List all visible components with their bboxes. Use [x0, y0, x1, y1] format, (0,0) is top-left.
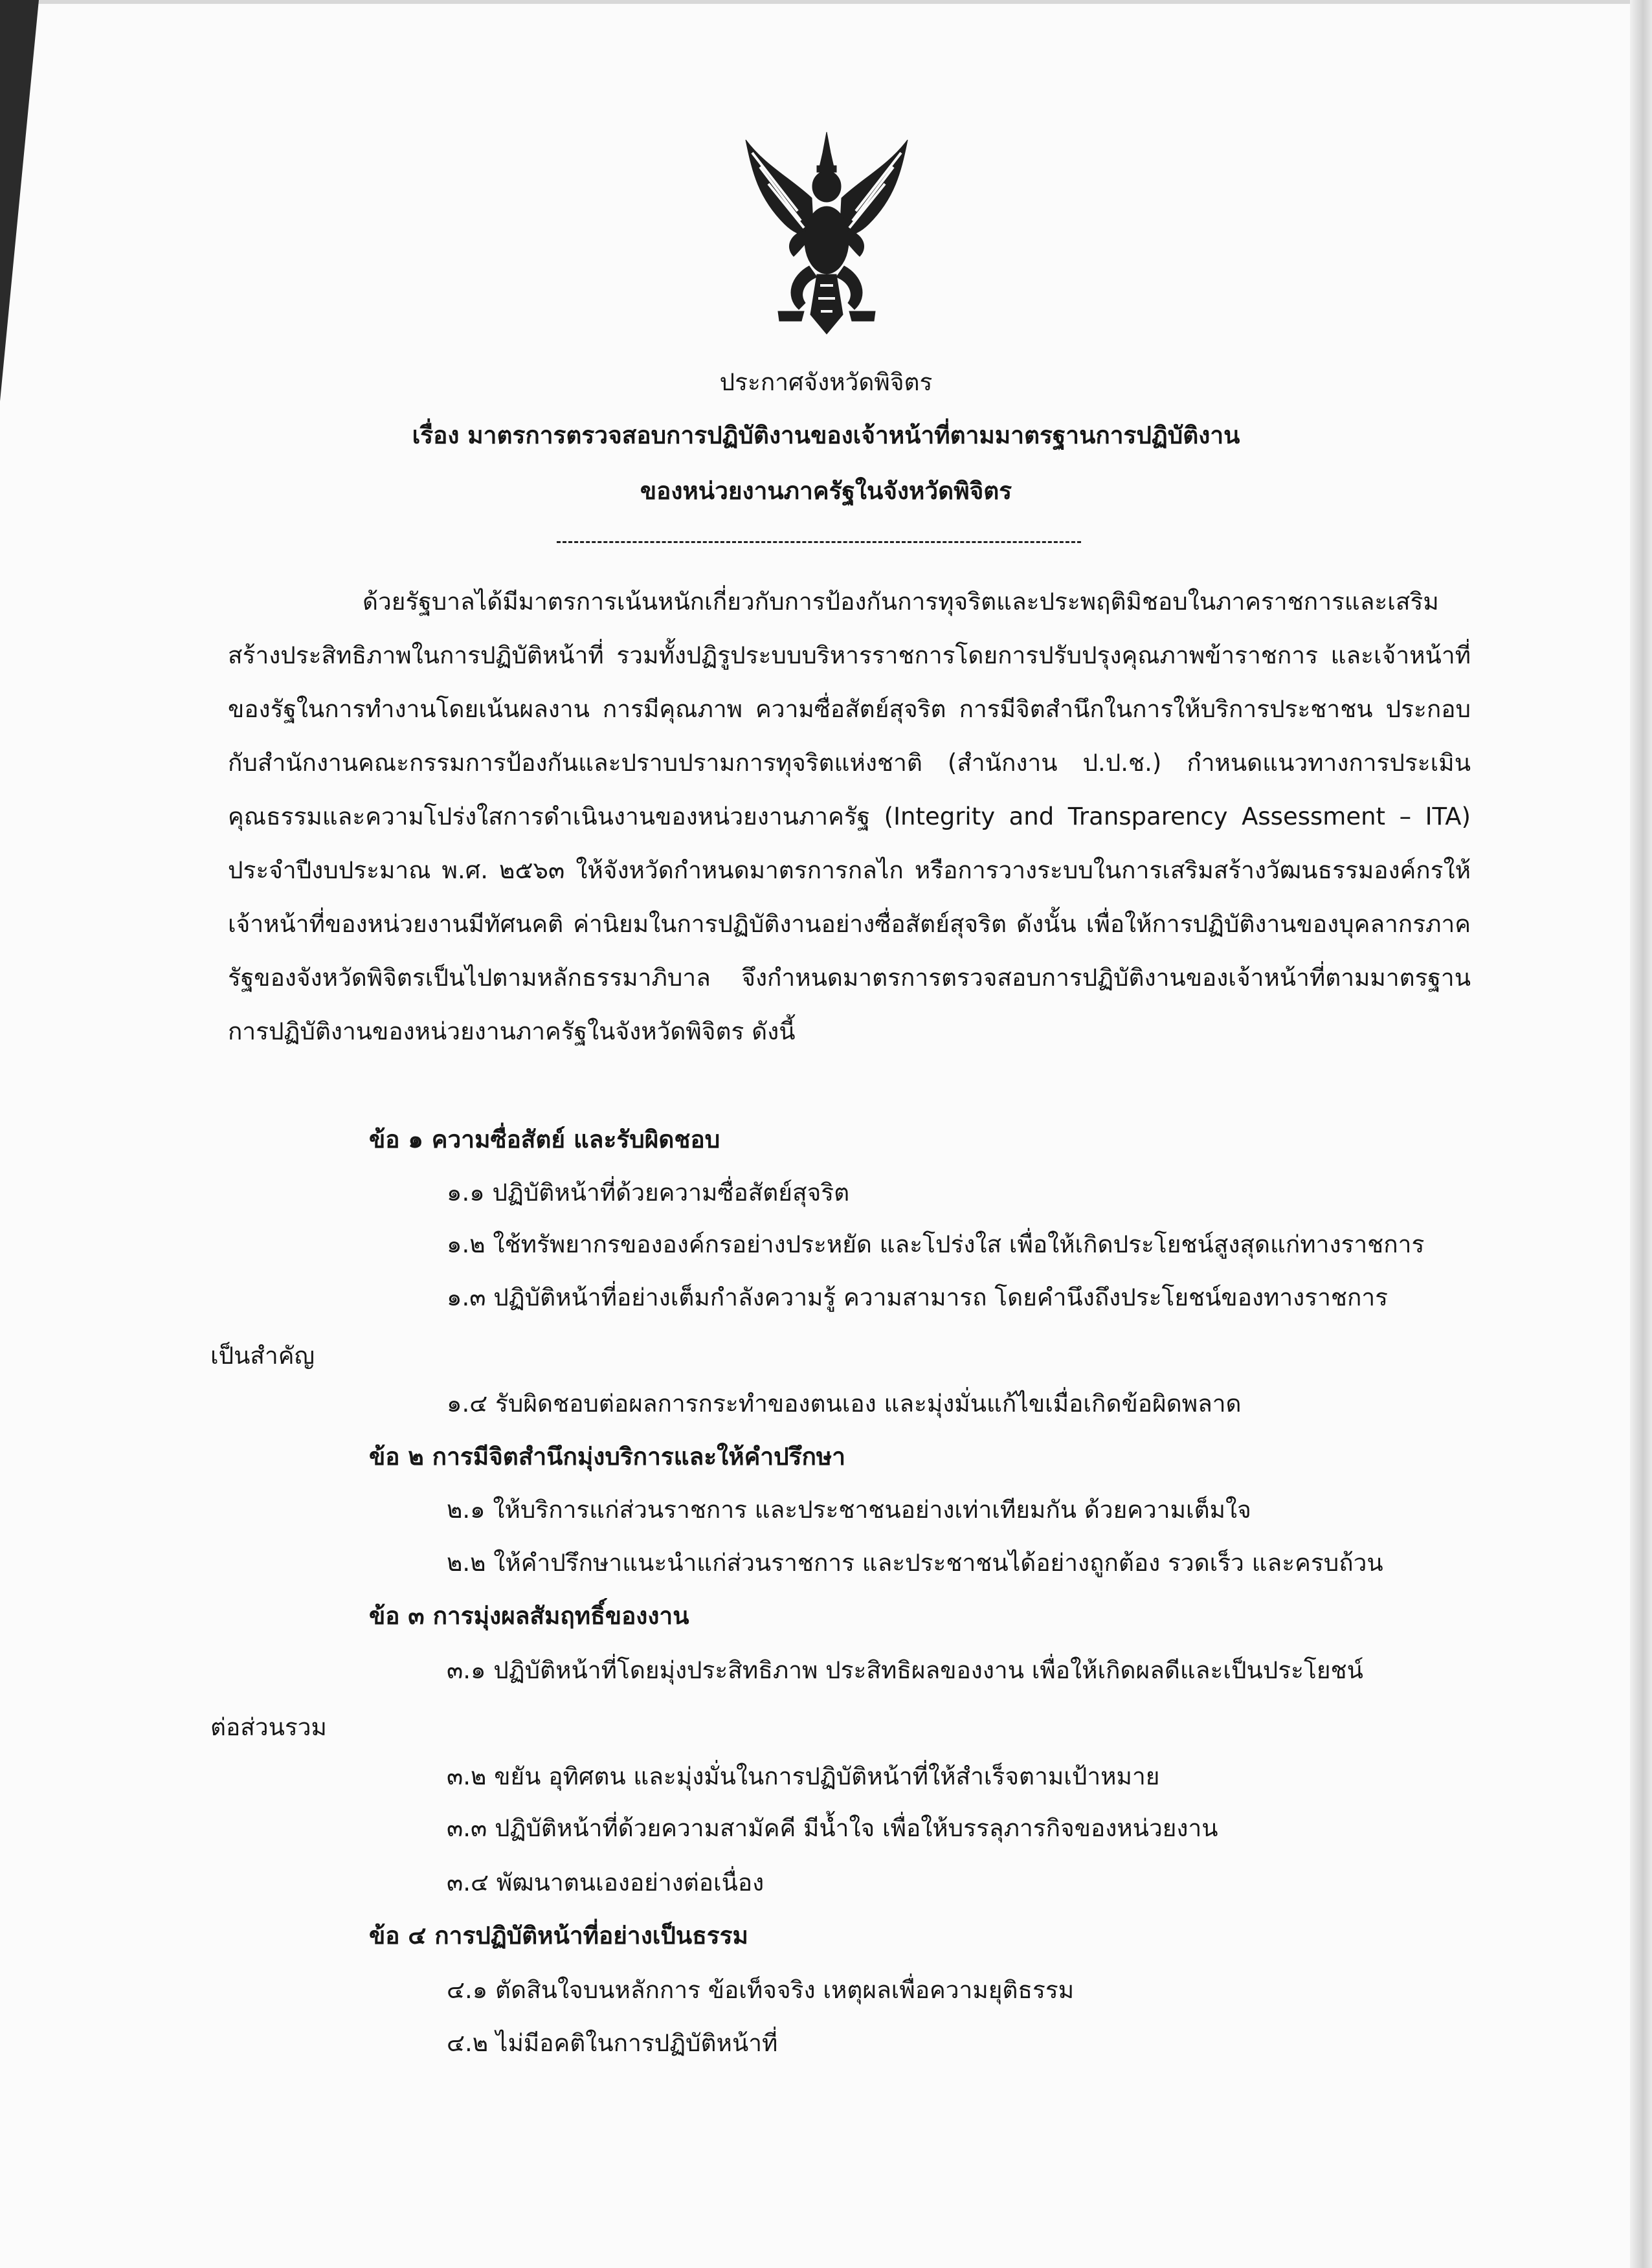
separator-line [557, 541, 1081, 543]
section-4-item-1: ๔.๑ ตัดสินใจบนหลักการ ข้อเท็จจริง เหตุผลเพื่อความยุติธรรม [447, 1976, 1075, 2004]
intro-paragraph: ด้วยรัฐบาลได้มีมาตรการเน้นหนักเกี่ยวกับการป้องกันการทุจริตและประพฤติมิชอบในภาคราชการและเสริมสร้างประสิทธิภาพในการปฏิบัติหน้าที่ รวมทั้งปฏิรูประบบบริหารราชการโดยการปรับปรุงคุณภาพข้าราชการ และเจ้าหน้าที่ของรัฐในการทำงานโดยเน้นผลงาน การมีคุณภาพ ความซื่อสัตย์สุจริต การมีจิตสำนึกในการให้บริการประชาชน ประกอบกับสำนักงานคณะกรรมการป้องกันและปราบปรามการทุจริตแห่งชาติ (สำนักงาน ป.ป.ช.) กำหนดแนวทางการประเมินคุณธรรมและความโปร่งใสการดำเนินงานของหน่วยงานภาครัฐ (Integrity and Transparency Assessment – ITA) ประจำปีงบประมาณ พ.ศ. ๒๕๖๓ ให้จังหวัดกำหนดมาตรการกลไก หรือการวางระบบในการเสริมสร้างวัฒนธรรมองค์กรให้เจ้าหน้าที่ของหน่วยงานมีทัศนคติ ค่านิยมในการปฏิบัติงานอย่างซื่อสัตย์สุจริต ดังนั้น เพื่อให้การปฏิบัติงานของบุคลากรภาครัฐของจังหวัดพิจิตรเป็นไปตามหลักธรรมาภิบาล จึงกำหนดมาตรการตรวจสอบการปฏิบัติงานของเจ้าหน้าที่ตามมาตรฐานการปฏิบัติงานของหน่วยงานภาครัฐในจังหวัดพิจิตร ดังนี้ [228, 588, 1471, 1045]
garuda-emblem-icon [739, 127, 914, 340]
section-2-heading: ข้อ ๒ การมีจิตสำนึกมุ่งบริการและให้คำปรึกษา [369, 1443, 846, 1471]
section-1-item-3: ๑.๓ ปฏิบัติหน้าที่อย่างเต็มกำลังความรู้ ความสามารถ โดยคำนึงถึงประโยชน์ของทางราชการ [447, 1284, 1389, 1311]
section-3-heading: ข้อ ๓ การมุ่งผลสัมฤทธิ์ของงาน [369, 1602, 689, 1630]
section-2-item-2: ๒.๒ ให้คำปรึกษาแนะนำแก่ส่วนราชการ และประชาชนได้อย่างถูกต้อง รวดเร็ว และครบถ้วน [447, 1549, 1383, 1577]
subject-line-2: ของหน่วยงานภาครัฐในจังหวัดพิจิตร [640, 477, 1012, 505]
section-1-item-2: ๑.๒ ใช้ทรัพยากรขององค์กรอย่างประหยัด และโปร่งใส เพื่อให้เกิดประโยชน์สูงสุดแก่ทางราชการ [447, 1230, 1425, 1258]
document-title: ประกาศจังหวัดพิจิตร [719, 368, 933, 396]
section-2-item-1: ๒.๑ ให้บริการแก่ส่วนราชการ และประชาชนอย่างเท่าเทียมกัน ด้วยความเต็มใจ [447, 1496, 1251, 1524]
scan-top-edge [0, 0, 1652, 4]
scan-corner-fold [0, 0, 39, 401]
scan-right-edge [1630, 0, 1652, 2268]
section-4-item-2: ๔.๒ ไม่มีอคติในการปฏิบัติหน้าที่ [447, 2029, 778, 2057]
section-1-heading: ข้อ ๑ ความซื่อสัตย์ และรับผิดชอบ [369, 1126, 720, 1153]
section-1-item-3-continued: เป็นสำคัญ [210, 1342, 315, 1370]
section-3-item-1: ๓.๑ ปฏิบัติหน้าที่โดยมุ่งประสิทธิภาพ ประสิทธิผลของงาน เพื่อให้เกิดผลดีและเป็นประโยชน์ [447, 1656, 1363, 1684]
section-4-heading: ข้อ ๔ การปฏิบัติหน้าที่อย่างเป็นธรรม [369, 1922, 748, 1950]
section-3-item-2: ๓.๒ ขยัน อุทิศตน และมุ่งมั่นในการปฏิบัติหน้าที่ให้สำเร็จตามเป้าหมาย [447, 1762, 1160, 1790]
section-3-item-3: ๓.๓ ปฏิบัติหน้าที่ด้วยความสามัคคี มีน้ำใจ เพื่อให้บรรลุภารกิจของหน่วยงาน [447, 1814, 1218, 1842]
subject-line-1: เรื่อง มาตรการตรวจสอบการปฏิบัติงานของเจ้าหน้าที่ตามมาตรฐานการปฏิบัติงาน [412, 421, 1240, 449]
section-3-item-1-continued: ต่อส่วนรวม [210, 1713, 327, 1741]
section-1-item-4: ๑.๔ รับผิดชอบต่อผลการกระทำของตนเอง และมุ่งมั่นแก้ไขเมื่อเกิดข้อผิดพลาด [447, 1390, 1242, 1418]
section-3-item-4: ๓.๔ พัฒนาตนเองอย่างต่อเนื่อง [447, 1869, 765, 1896]
section-1-item-1: ๑.๑ ปฏิบัติหน้าที่ด้วยความซื่อสัตย์สุจริต [447, 1179, 850, 1206]
